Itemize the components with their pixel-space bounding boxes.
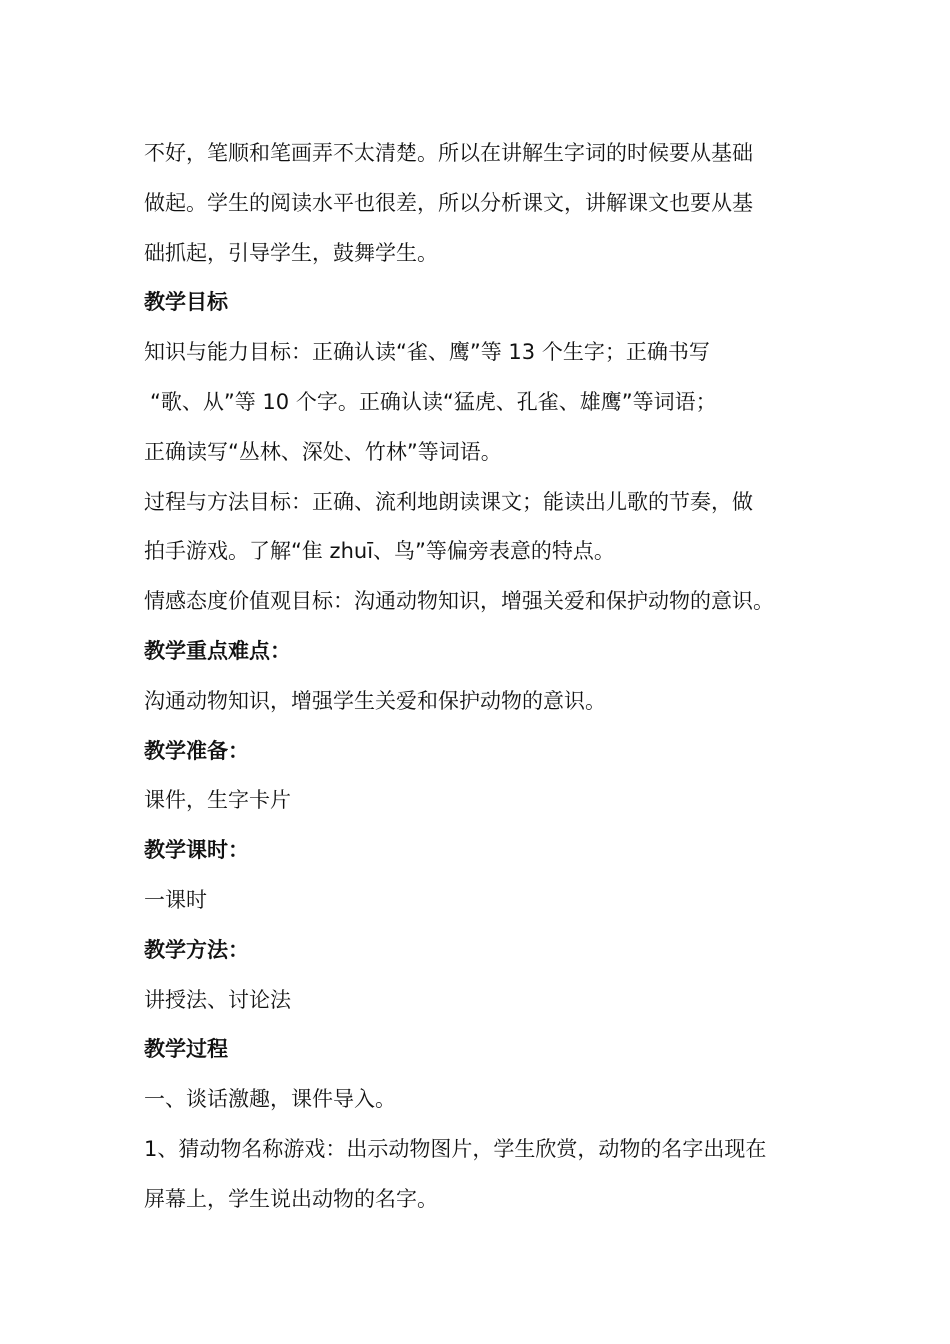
paragraph-line: 一、谈话激趣，课件导入。: [144, 1087, 396, 1112]
lesson-plan-body: [144, 129, 814, 1225]
paragraph-line: 正确读写“丛林、深处、竹林”等词语。: [144, 439, 502, 464]
paragraph-line: 础抓起，引导学生，鼓舞学生。: [144, 240, 438, 265]
paragraph-line: 一课时: [144, 887, 207, 912]
paragraph-line: 课件，生字卡片: [144, 788, 291, 813]
section-heading-preparation: 教学准备：: [144, 738, 249, 763]
paragraph-line: 沟通动物知识，增强学生关爱和保护动物的意识。: [144, 688, 606, 713]
section-heading-objectives: 教学目标: [144, 290, 228, 315]
section-heading-methods: 教学方法：: [144, 937, 249, 962]
paragraph-line: 屏幕上，学生说出动物的名字。: [144, 1186, 438, 1211]
paragraph-line: 讲授法、讨论法: [144, 987, 291, 1012]
section-heading-process: 教学过程: [144, 1037, 228, 1062]
section-heading-class-hours: 教学课时：: [144, 838, 249, 863]
section-heading-key-points: 教学重点难点：: [144, 638, 291, 663]
paragraph-line: 1、猜动物名称游戏：出示动物图片，学生欣赏，动物的名字出现在: [144, 1136, 767, 1161]
paragraph-line: “歌、从”等 10 个字。正确认读“猛虎、孔雀、雄鹰”等词语；: [150, 389, 717, 414]
paragraph-line: 拍手游戏。了解“隹 zhuī、鸟”等偏旁表意的特点。: [144, 539, 615, 564]
paragraph-line: 做起。学生的阅读水平也很差，所以分析课文，讲解课文也要从基: [144, 190, 753, 215]
paragraph-line: 过程与方法目标：正确、流利地朗读课文；能读出儿歌的节奏，做: [144, 489, 753, 514]
paragraph-line: 不好，笔顺和笔画弄不太清楚。所以在讲解生字词的时候要从基础: [144, 141, 753, 165]
paragraph-line: 知识与能力目标：正确认读“雀、鹰”等 13 个生字；正确书写: [144, 340, 710, 365]
paragraph-line: 情感态度价值观目标：沟通动物知识，增强关爱和保护动物的意识。: [144, 589, 774, 614]
